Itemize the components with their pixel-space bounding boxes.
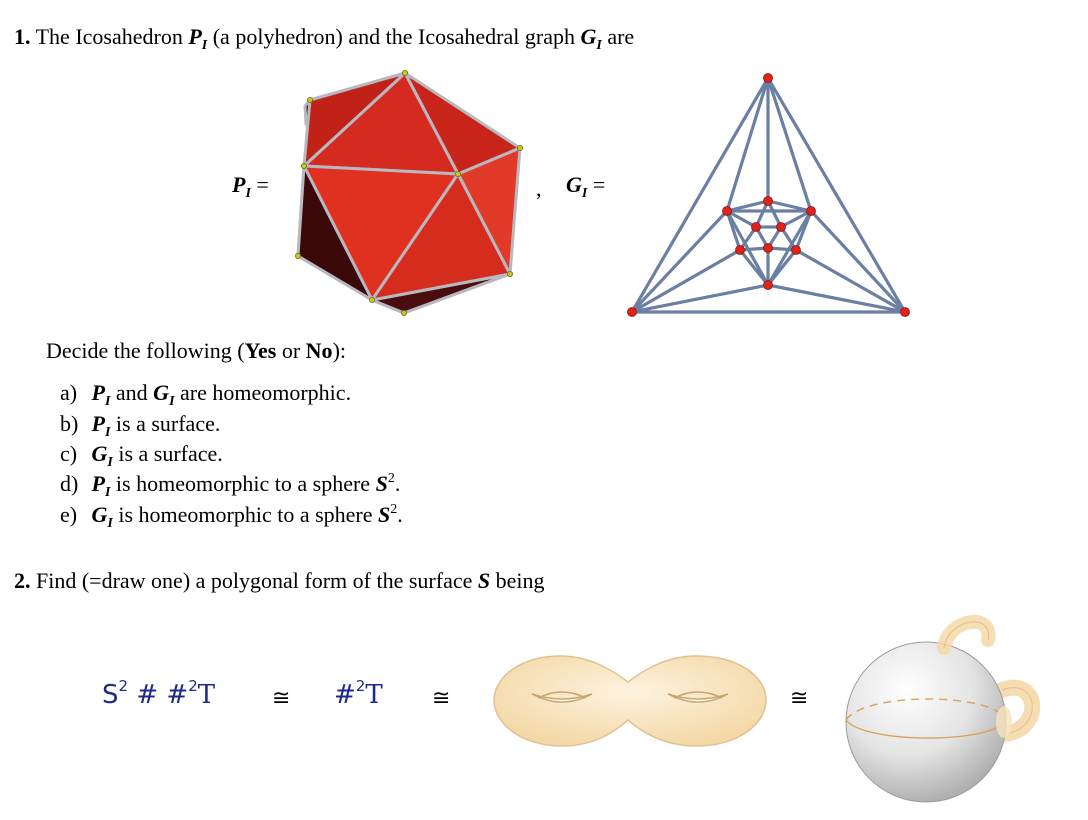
- g-symbol: G: [580, 24, 597, 49]
- graph-vertex: [764, 74, 773, 83]
- decide-prefix: Decide the following (: [46, 338, 245, 363]
- item-letter: c): [60, 441, 78, 466]
- question-2-end: being: [495, 568, 545, 593]
- question-1-heading: [14, 24, 635, 53]
- double-torus-body: [494, 656, 766, 746]
- item-text: is a surface.: [115, 411, 221, 436]
- ico-vertex: [455, 171, 460, 176]
- figure-separator-comma: ,: [536, 176, 542, 201]
- p-equals-label: [232, 172, 269, 201]
- item-letter: b): [60, 411, 79, 436]
- item-p-sub: I: [104, 485, 111, 500]
- expression-sphere-connected-sum: [102, 677, 216, 710]
- question-1-intro: The Icosahedron: [35, 24, 183, 49]
- expr-hash-sup: 2: [188, 677, 198, 695]
- expr2-torus-t: T: [365, 680, 383, 710]
- question-2-text: Find (=draw one) a polygonal form of the surface: [36, 568, 473, 593]
- item-p-sub: I: [104, 394, 111, 409]
- item-sphere-symbol: S: [378, 502, 391, 527]
- expr-s: S: [102, 680, 119, 710]
- graph-edge: [768, 250, 796, 285]
- decide-instruction: [46, 338, 346, 364]
- item-end: .: [397, 502, 403, 527]
- decide-no: No: [305, 338, 333, 363]
- ico-vertex: [402, 70, 407, 75]
- expression-double-torus: [334, 677, 383, 710]
- graph-edge: [768, 78, 905, 312]
- item-end: .: [394, 471, 401, 496]
- item-text: is homeomorphic to a sphere: [118, 502, 373, 527]
- expr-hash: #: [166, 680, 189, 710]
- congruence-symbol-2: ≅: [432, 686, 451, 711]
- sphere-with-handles-figure: [844, 612, 1044, 812]
- g-label-symbol: G: [566, 172, 582, 197]
- list-item-a: [60, 380, 352, 409]
- expr-s-sup: 2: [118, 677, 129, 695]
- g-label-eq: =: [592, 172, 606, 197]
- list-item-e: [60, 502, 403, 531]
- ico-vertex: [507, 271, 512, 276]
- question-2-number: 2.: [14, 568, 31, 593]
- question-2-heading: [14, 568, 545, 594]
- item-text: is homeomorphic to a sphere: [115, 471, 371, 496]
- item-sphere-sup: 2: [387, 471, 395, 486]
- graph-edge: [768, 78, 811, 211]
- sphere-handle-right-base: [996, 706, 1012, 738]
- graph-edge: [727, 78, 768, 211]
- graph-vertex: [792, 246, 801, 255]
- graph-vertex: [752, 223, 761, 232]
- p-subscript: I: [201, 38, 208, 53]
- double-torus-figure: [490, 648, 770, 758]
- ico-vertex: [301, 163, 306, 168]
- list-item-b: [60, 411, 221, 440]
- p-label-eq: =: [256, 172, 269, 197]
- item-text: and: [115, 380, 148, 405]
- item-p-sub: I: [104, 425, 111, 440]
- item-g-sub: I: [107, 516, 113, 531]
- ico-vertex: [369, 297, 374, 302]
- decide-suffix: ):: [332, 338, 347, 363]
- item-p: P: [91, 380, 105, 405]
- congruence-symbol-3: ≅: [790, 686, 809, 711]
- g-label-sub: I: [581, 186, 588, 201]
- item-p: P: [91, 471, 105, 496]
- item-sphere-sup: 2: [390, 502, 398, 517]
- list-item-d: [60, 471, 401, 500]
- g-equals-label: [566, 172, 606, 201]
- icosahedral-graph-figure: [625, 72, 915, 322]
- item-letter: d): [60, 471, 79, 496]
- graph-vertex: [628, 308, 637, 317]
- g-subscript: I: [596, 38, 602, 53]
- item-text: is a surface.: [118, 441, 223, 466]
- sphere-body: [846, 642, 1006, 802]
- graph-vertex: [901, 308, 910, 317]
- expr-torus-t: T: [197, 680, 216, 710]
- graph-edge: [740, 250, 768, 285]
- surface-s-symbol: S: [477, 568, 491, 593]
- graph-vertex: [764, 197, 773, 206]
- question-1-middle: (a polyhedron) and the Icosahedral graph: [212, 24, 575, 49]
- expr2-sup: 2: [355, 677, 366, 695]
- item-g: G: [91, 502, 108, 527]
- p-label-symbol: P: [232, 172, 246, 197]
- congruence-symbol-1: ≅: [272, 686, 291, 711]
- item-g: G: [91, 441, 108, 466]
- item-g: G: [153, 380, 170, 405]
- item-text: are homeomorphic.: [180, 380, 352, 405]
- decide-or: or: [276, 338, 306, 363]
- p-symbol: P: [188, 24, 202, 49]
- question-1-number: 1.: [14, 24, 31, 49]
- sphere-handle-top: [944, 622, 989, 648]
- item-g-sub: I: [107, 455, 113, 470]
- item-letter: a): [60, 380, 78, 405]
- p-label-sub: I: [245, 186, 251, 201]
- ico-vertex: [517, 145, 522, 150]
- graph-vertex: [777, 223, 786, 232]
- item-p: P: [91, 411, 105, 436]
- graph-edge: [632, 78, 768, 312]
- ico-vertex: [307, 97, 312, 102]
- list-item-c: [60, 441, 223, 470]
- item-sphere-symbol: S: [375, 471, 388, 496]
- item-g-sub: I: [169, 394, 175, 409]
- graph-vertex: [764, 281, 773, 290]
- decide-yes: Yes: [244, 338, 277, 363]
- graph-vertex: [723, 207, 732, 216]
- expr2-hash: #: [334, 680, 356, 710]
- graph-vertex: [736, 246, 745, 255]
- ico-vertex: [401, 310, 406, 315]
- icosahedron-figure: [290, 68, 530, 318]
- graph-vertex: [764, 244, 773, 253]
- expr-hash: #: [136, 680, 159, 710]
- graph-vertex: [807, 207, 816, 216]
- item-letter: e): [60, 502, 78, 527]
- question-1-end: are: [607, 24, 635, 49]
- ico-vertex: [295, 253, 300, 258]
